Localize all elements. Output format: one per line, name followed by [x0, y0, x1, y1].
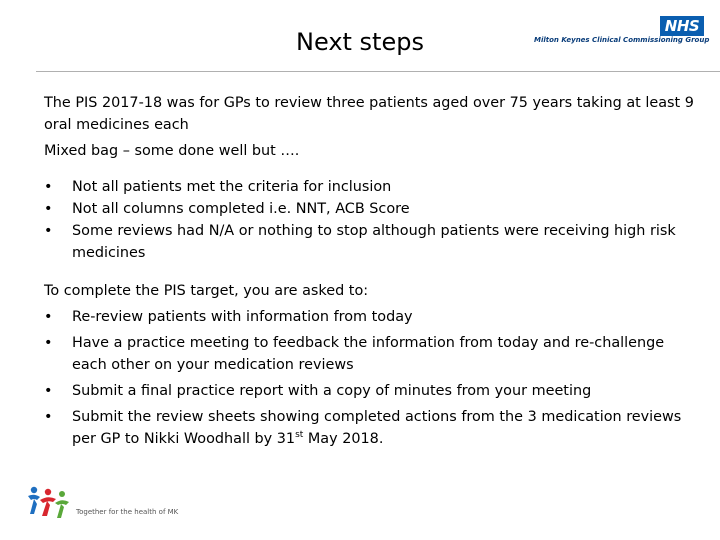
slide-title: Next steps	[296, 28, 424, 56]
org-branding	[534, 16, 710, 48]
footer-branding	[26, 484, 226, 524]
list-item	[44, 380, 694, 402]
issue-text: Not all patients met the criteria for inclusion	[72, 179, 392, 195]
bullet-icon: •	[44, 309, 53, 325]
bullet-icon: •	[44, 409, 53, 425]
list-item	[44, 306, 694, 328]
mixed-bag-line: Mixed bag – some done well but ….	[44, 143, 300, 159]
actions-list	[44, 306, 694, 450]
intro-paragraph: The PIS 2017-18 was for GPs to review three patients aged over 75 years taking at least 9 oral medicines each	[44, 95, 694, 133]
list-item	[44, 406, 694, 450]
action-text: Submit a final practice report with a copy of minutes from your meeting	[72, 383, 592, 399]
issue-text: Not all columns completed i.e. NNT, ACB Score	[72, 201, 410, 217]
action-text	[72, 406, 694, 450]
bullet-icon: •	[44, 201, 53, 217]
nhs-logo: NHS	[660, 16, 704, 36]
bullet-icon: •	[44, 223, 53, 239]
ccg-name: Milton Keynes Clinical Commissioning Group	[534, 36, 710, 44]
footer-tagline: Together for the health of MK	[76, 508, 179, 516]
action-text-end: May 2018.	[303, 431, 384, 447]
list-item	[44, 332, 694, 376]
slide-body	[44, 92, 694, 454]
issues-list	[44, 176, 694, 264]
header-divider	[36, 71, 720, 72]
list-item	[44, 198, 694, 220]
bullet-icon: •	[44, 179, 53, 195]
ordinal-suffix: st	[295, 430, 304, 441]
issue-text: Some reviews had N/A or nothing to stop although patients were receiving high risk medicines	[72, 223, 676, 261]
bullet-icon: •	[44, 383, 53, 399]
list-item	[44, 176, 694, 198]
bullet-icon: •	[44, 335, 53, 351]
target-heading: To complete the PIS target, you are asked to:	[44, 283, 369, 299]
people-logo-icon	[26, 484, 74, 520]
list-item	[44, 220, 694, 264]
action-text-main: Submit the review sheets showing completed actions from the 3 medication reviews per GP to Nikki Woodhall by 31	[72, 409, 682, 447]
action-text: Have a practice meeting to feedback the information from today and re-challenge each other on your medication reviews	[72, 335, 665, 373]
action-text: Re-review patients with information from today	[72, 309, 413, 325]
